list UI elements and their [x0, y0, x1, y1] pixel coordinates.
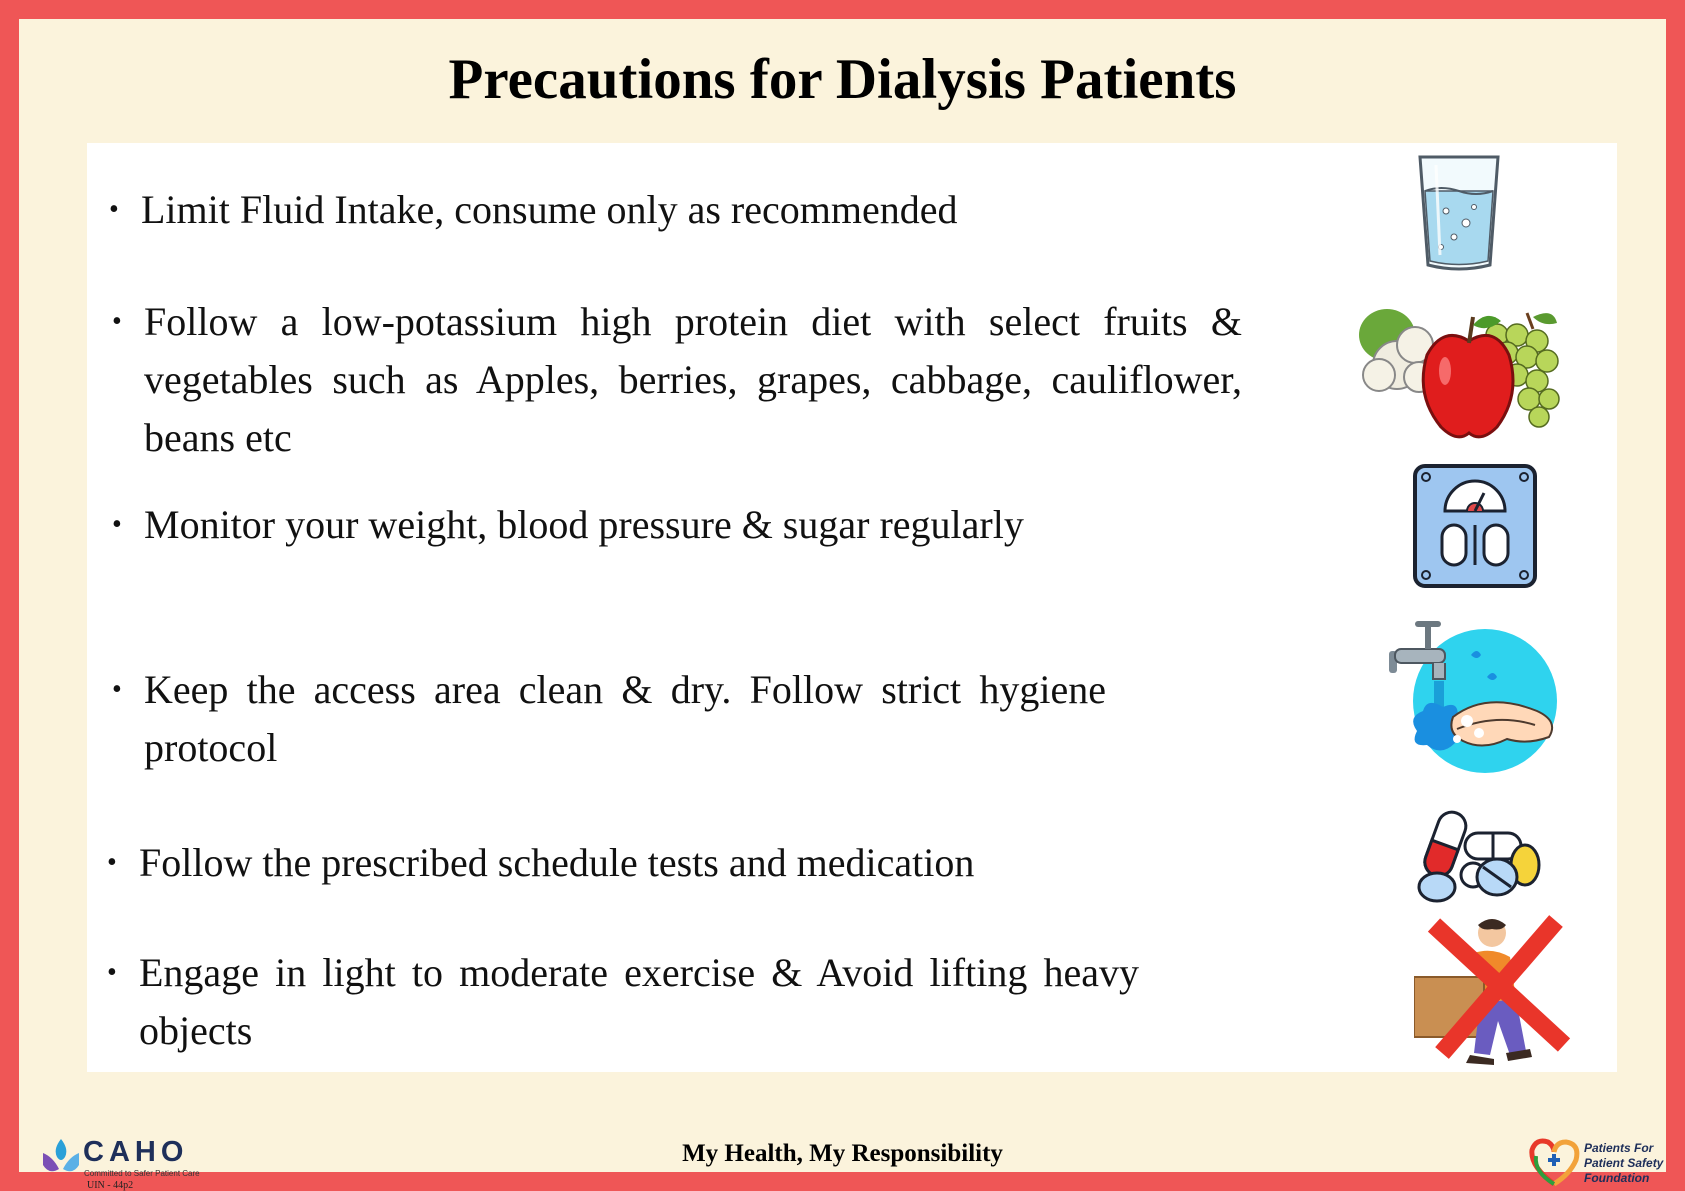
- bullet-text: Keep the access area clean & dry. Follow strict hygiene protocol: [144, 667, 1106, 770]
- bullet-item: [107, 944, 1139, 1060]
- bullet-dot: •: [112, 674, 122, 705]
- psf-line: Foundation: [1584, 1171, 1650, 1185]
- patient-safety-foundation-name: [1584, 1141, 1663, 1186]
- hand-washing-icon: [1387, 621, 1562, 776]
- uin-code: UIN - 44p2: [87, 1180, 134, 1191]
- patient-safety-heart-icon: [1526, 1136, 1582, 1188]
- no-heavy-lifting-icon: [1414, 913, 1574, 1073]
- content-panel: [87, 143, 1617, 1072]
- poster-frame: [19, 19, 1666, 1191]
- psf-line: Patients For: [1584, 1141, 1654, 1155]
- water-glass-icon: [1416, 151, 1502, 273]
- bullet-text: Follow a low-potassium high protein diet with select fruits & vegetables such as Apples, berries, grapes, cabbage, cauliflower, beans etc: [144, 299, 1242, 460]
- footer-slogan: My Health, My Responsibility: [682, 1140, 1003, 1167]
- bullet-item: [112, 661, 1106, 777]
- bullet-dot: •: [107, 847, 117, 878]
- bullet-dot: •: [107, 957, 117, 988]
- caho-logo-name: CAHO: [83, 1136, 189, 1168]
- bullet-item: [107, 834, 1139, 892]
- bullet-text: Limit Fluid Intake, consume only as recommended: [141, 187, 958, 232]
- bullet-item: [109, 181, 1141, 239]
- bullet-text: Monitor your weight, blood pressure & sugar regularly: [144, 502, 1024, 547]
- bullet-dot: •: [109, 194, 119, 225]
- fruits-vegetables-icon: [1357, 295, 1567, 445]
- psf-line: Patient Safety: [1584, 1156, 1664, 1170]
- bullet-text: Engage in light to moderate exercise & Avoid lifting heavy objects: [139, 950, 1139, 1053]
- weighing-scale-icon: [1412, 463, 1538, 589]
- bullet-dot: •: [112, 509, 122, 540]
- bullet-item: [112, 293, 1242, 467]
- caho-logo-tagline: Committed to Safer Patient Care: [84, 1169, 200, 1178]
- bullet-dot: •: [112, 306, 122, 337]
- bullet-text: Follow the prescribed schedule tests and medication: [139, 840, 975, 885]
- bullet-item: [112, 496, 1084, 554]
- pills-icon: [1415, 805, 1545, 910]
- page-title: Precautions for Dialysis Patients: [448, 48, 1237, 111]
